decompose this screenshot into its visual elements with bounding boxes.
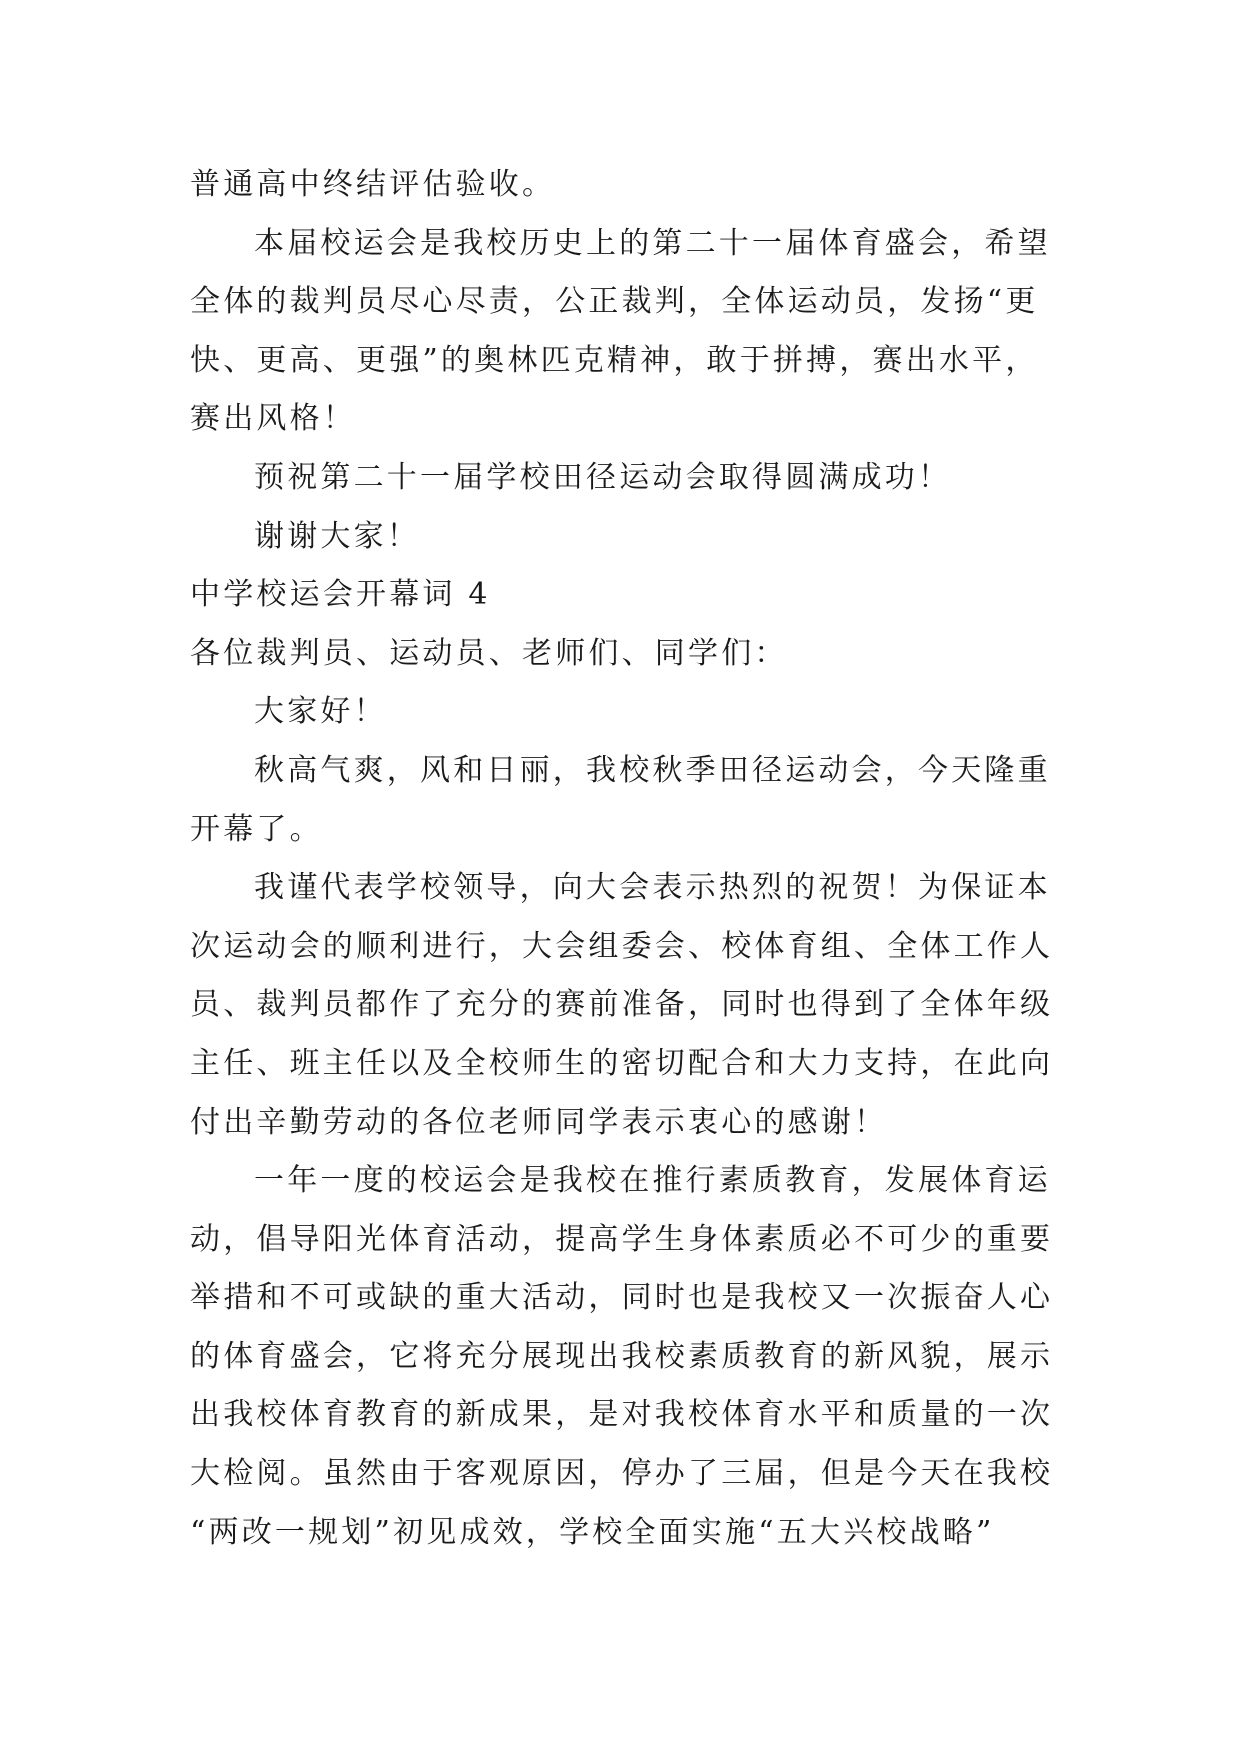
paragraph-line: 赛出风格！	[190, 401, 356, 437]
paragraph-line: 普通高中终结评估验收。	[190, 167, 556, 202]
paragraph-line: 本届校运会是我校历史上的第二十一届体育盛会，希望	[254, 225, 1051, 261]
paragraph-line: 举措和不可或缺的重大活动，同时也是我校又一次振奋人心	[190, 1280, 1054, 1316]
paragraph-line: 出我校体育教育的新成果，是对我校体育水平和质量的一次	[190, 1397, 1054, 1433]
salutation-line: 各位裁判员、运动员、老师们、同学们：	[190, 635, 788, 671]
paragraph-line: 大家好！	[254, 694, 387, 730]
paragraph-line: 主任、班主任以及全校师生的密切配合和大力支持，在此向	[190, 1045, 1054, 1081]
paragraph-line: 开幕了。	[190, 811, 323, 847]
paragraph-line: 大检阅。虽然由于客观原因，停办了三届，但是今天在我校	[190, 1456, 1054, 1492]
paragraph-line: 谢谢大家！	[254, 518, 420, 554]
paragraph-line: 秋高气爽，风和日丽，我校秋季田径运动会，今天隆重	[254, 752, 1051, 788]
paragraph-line: 员、裁判员都作了充分的赛前准备，同时也得到了全体年级	[190, 987, 1054, 1023]
paragraph-line: 我谨代表学校领导，向大会表示热烈的祝贺！为保证本	[254, 870, 1051, 906]
paragraph-line: 预祝第二十一届学校田径运动会取得圆满成功！	[254, 459, 952, 495]
paragraph-line: 付出辛勤劳动的各位老师同学表示衷心的感谢！	[190, 1104, 888, 1140]
paragraph-line: 动，倡导阳光体育活动，提高学生身体素质必不可少的重要	[190, 1221, 1054, 1257]
document-body	[190, 156, 1054, 1562]
paragraph-line: 全体的裁判员尽心尽责，公正裁判，全体运动员，发扬“更	[190, 284, 1039, 320]
paragraph-line: 次运动会的顺利进行，大会组委会、校体育组、全体工作人	[190, 928, 1054, 964]
section-heading: 中学校运会开幕词 4	[190, 577, 491, 613]
paragraph-line: 的体育盛会，它将充分展现出我校素质教育的新风貌，展示	[190, 1338, 1054, 1374]
paragraph-line: 快、更高、更强”的奥林匹克精神，敢于拼搏，赛出水平，	[190, 342, 1039, 378]
paragraph-line: “两改一规划”初见成效，学校全面实施“五大兴校战略”	[190, 1514, 995, 1550]
paragraph-line: 一年一度的校运会是我校在推行素质教育，发展体育运	[254, 1163, 1051, 1199]
